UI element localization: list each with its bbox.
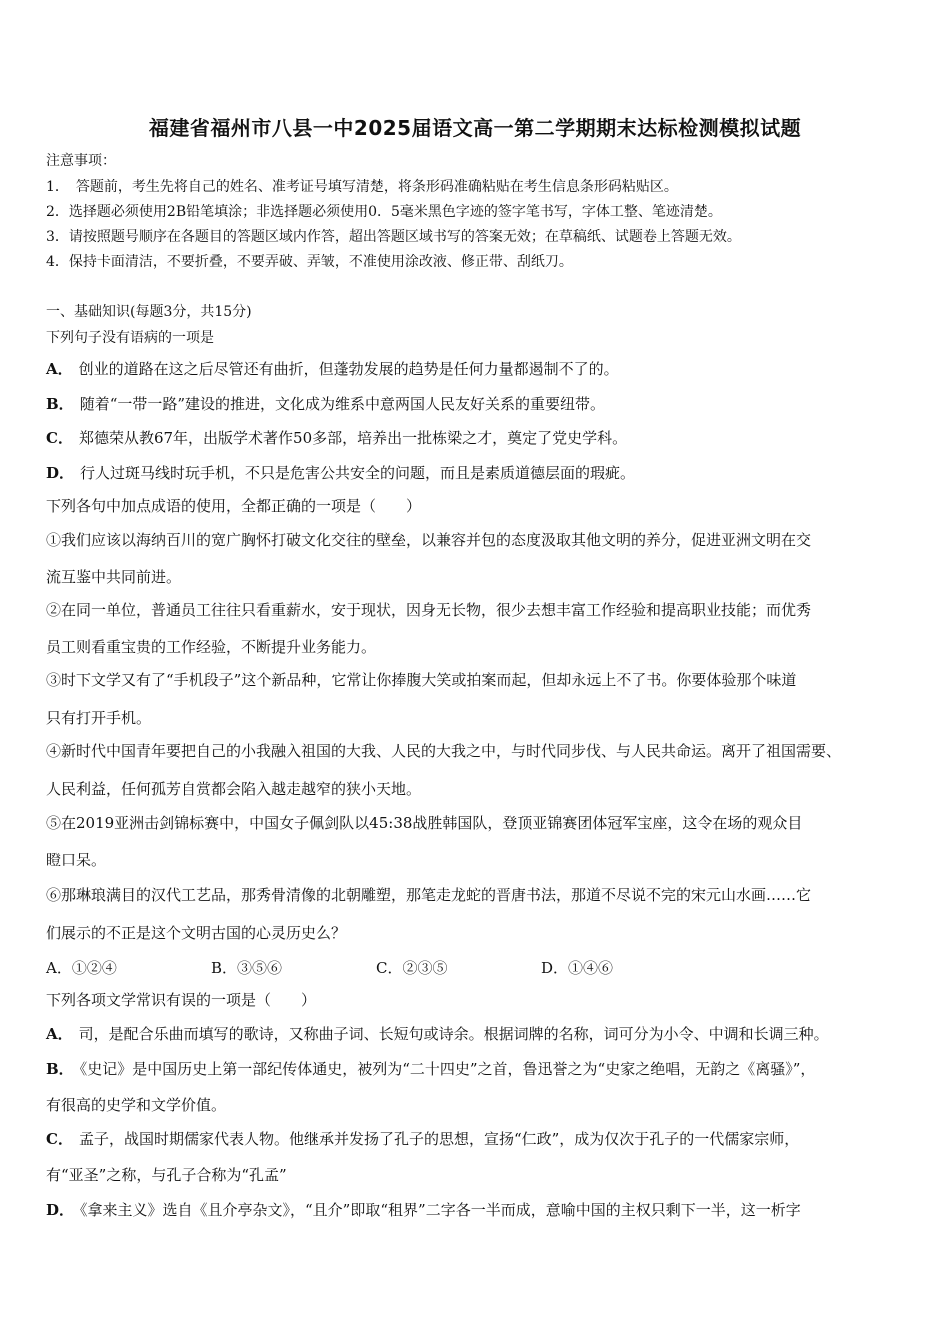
question-1-option-a bbox=[46, 360, 619, 378]
question-2-line: 员工则看重宝贵的工作经验，不断提升业务能力。 bbox=[46, 638, 377, 656]
question-1-option-b bbox=[46, 395, 605, 413]
question-3-option-b bbox=[46, 1060, 815, 1078]
question-1-option-c bbox=[46, 429, 627, 447]
question-3-option-a bbox=[46, 1025, 829, 1043]
question-2-stem: 下列各句中加点成语的使用，全都正确的一项是（ ） bbox=[46, 497, 422, 515]
option-text: 《史记》是中国历史上第一部纪传体通史，被列为“二十四史”之首，鲁迅誉之为“史家之绝唱，无韵之《离骚》”， bbox=[79, 1060, 816, 1078]
option-label: B． bbox=[46, 395, 74, 413]
question-2-line: 流互鉴中共同前进。 bbox=[46, 568, 182, 586]
option-label: D． bbox=[46, 1201, 75, 1219]
question-3-option-c bbox=[46, 1130, 799, 1148]
question-3-option-b-cont: 有很高的史学和文学价值。 bbox=[46, 1096, 227, 1114]
question-2-line: 们展示的不正是这个文明古国的心灵历史么？ bbox=[46, 924, 347, 942]
question-2-line: ⑤在2019亚洲击剑锦标赛中，中国女子佩剑队以45:38战胜韩国队，登顶亚锦赛团体冠军宝座，这令在场的观众目 bbox=[46, 814, 803, 832]
option-text: 司，是配合乐曲而填写的歌诗，又称曲子词、长短句或诗余。根据词牌的名称，词可分为小令、中调和长调三种。 bbox=[78, 1025, 829, 1043]
option-label: C． bbox=[46, 429, 73, 447]
choice-c: C．②③⑤ bbox=[376, 959, 448, 977]
question-1-stem: 下列句子没有语病的一项是 bbox=[46, 330, 214, 346]
question-2-line: ④新时代中国青年要把自己的小我融入祖国的大我、人民的大我之中，与时代同步伐、与人民共命运。离开了祖国需要、 bbox=[46, 742, 842, 760]
question-2-line: 瞪口呆。 bbox=[46, 851, 107, 869]
question-2-line: 人民利益，任何孤芳自赏都会陷入越走越窄的狭小天地。 bbox=[46, 780, 422, 798]
question-1-option-d bbox=[46, 464, 635, 482]
option-label: A． bbox=[46, 1025, 73, 1043]
option-text: 《拿来主义》选自《且介亭杂文》，“且介”即取“租界”二字各一半而成，意喻中国的主权只剩下一半，这一析字 bbox=[80, 1201, 801, 1219]
question-2-choices bbox=[46, 957, 706, 978]
notice-item-3: 3．请按照题号顺序在各题目的答题区域内作答，超出答题区域书写的答案无效；在草稿纸、试题卷上答题无效。 bbox=[46, 229, 741, 245]
choice-b: B．③⑤⑥ bbox=[211, 959, 283, 977]
notice-item-2: 2．选择题必须使用2B铅笔填涂；非选择题必须使用0．5毫米黑色字迹的签字笔书写，字体工整、笔迹清楚。 bbox=[46, 204, 722, 220]
option-label: A． bbox=[46, 360, 73, 378]
page-title: 福建省福州市八县一中2025届语文高一第二学期期末达标检测模拟试题 bbox=[148, 116, 802, 140]
question-3-stem: 下列各项文学常识有误的一项是（ ） bbox=[46, 991, 317, 1009]
choice-a: A．①②④ bbox=[46, 959, 117, 977]
option-text: 行人过斑马线时玩手机，不只是危害公共安全的问题，而且是素质道德层面的瑕疵。 bbox=[80, 464, 636, 482]
question-2-line: ②在同一单位，普通员工往往只看重薪水，安于现状，因身无长物，很少去想丰富工作经验和提高职业技能；而优秀 bbox=[46, 601, 812, 619]
option-label: D． bbox=[46, 464, 75, 482]
question-2-line: ⑥那琳琅满目的汉代工艺品，那秀骨清像的北朝雕塑，那笔走龙蛇的晋唐书法，那道不尽说不完的宋元山水画……它 bbox=[46, 886, 812, 904]
option-text: 随着“一带一路”建设的推进，文化成为维系中意两国人民友好关系的重要纽带。 bbox=[79, 395, 606, 413]
option-label: B． bbox=[46, 1060, 74, 1078]
notice-item-4: 4．保持卡面清洁，不要折叠，不要弄破、弄皱，不准使用涂改液、修正带、刮纸刀。 bbox=[46, 254, 573, 270]
question-2-line: ③时下文学又有了“手机段子”这个新品种，它常让你捧腹大笑或拍案而起，但却永远上不了书。你要体验那个味道 bbox=[46, 671, 797, 689]
option-text: 创业的道路在这之后尽管还有曲折，但蓬勃发展的趋势是任何力量都遏制不了的。 bbox=[78, 360, 619, 378]
option-label: C． bbox=[46, 1130, 73, 1148]
section-heading: 一、基础知识(每题3分，共15分) bbox=[46, 304, 252, 320]
question-3-option-c-cont: 有“亚圣”之称，与孔子合称为“孔孟” bbox=[46, 1166, 287, 1184]
option-text: 郑德荣从教67年，出版学术著作50多部，培养出一批栋梁之才，奠定了党史学科。 bbox=[78, 429, 628, 447]
notice-heading: 注意事项： bbox=[46, 153, 116, 169]
question-2-line: ①我们应该以海纳百川的宽广胸怀打破文化交往的壁垒，以兼容并包的态度汲取其他文明的养分，促进亚洲文明在交 bbox=[46, 531, 812, 549]
question-2-line: 只有打开手机。 bbox=[46, 709, 152, 727]
question-3-option-d bbox=[46, 1201, 801, 1219]
option-text: 孟子，战国时期儒家代表人物。他继承并发扬了孔子的思想，宣扬“仁政”，成为仅次于孔子的一代儒家宗师， bbox=[78, 1130, 800, 1148]
choice-d: D．①④⑥ bbox=[541, 959, 614, 977]
notice-item-1: 1． 答题前，考生先将自己的姓名、准考证号填写清楚，将条形码准确粘贴在考生信息条形码粘贴区。 bbox=[46, 179, 678, 195]
